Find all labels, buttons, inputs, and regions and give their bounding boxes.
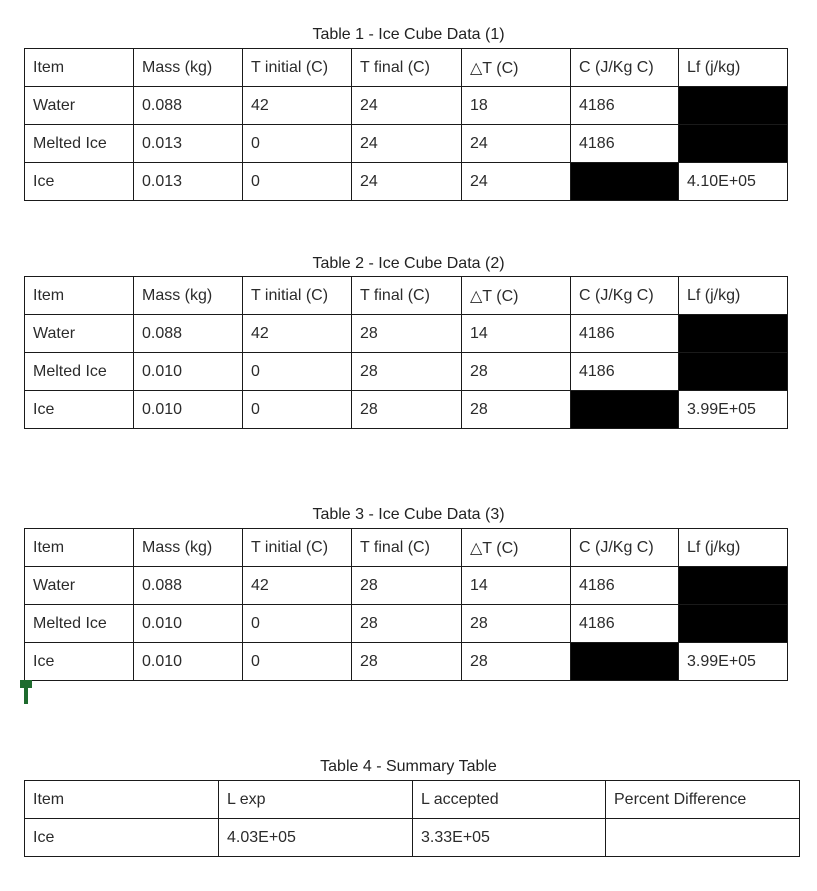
header-cell[interactable]: T initial (C) (243, 529, 352, 567)
table-cell[interactable]: 4186 (571, 567, 679, 605)
table-cell[interactable]: 14 (462, 315, 571, 353)
table-cell[interactable]: 0 (243, 605, 352, 643)
ice-cube-data-table-2 (24, 276, 788, 429)
table-header-row (25, 49, 788, 87)
table-cell[interactable]: 28 (352, 315, 462, 353)
table-cell[interactable]: 3.33E+05 (413, 819, 606, 857)
table-row (25, 819, 800, 857)
table-cell[interactable]: Ice (25, 391, 134, 429)
header-cell[interactable]: T final (C) (352, 529, 462, 567)
table-cell[interactable]: 4186 (571, 605, 679, 643)
table-cell[interactable]: 0 (243, 163, 352, 201)
table-cell[interactable]: 0.010 (134, 643, 243, 681)
table-cell[interactable]: 28 (352, 643, 462, 681)
ice-cube-data-table-3 (24, 528, 788, 681)
header-cell[interactable]: △T (C) (462, 49, 571, 87)
table-cell[interactable]: 4186 (571, 125, 679, 163)
header-cell[interactable]: Item (25, 529, 134, 567)
table-cell[interactable]: 24 (352, 87, 462, 125)
table-cell[interactable]: 0.013 (134, 125, 243, 163)
header-cell[interactable]: T final (C) (352, 49, 462, 87)
table-cell[interactable]: 3.99E+05 (679, 643, 788, 681)
table-cell[interactable]: 14 (462, 567, 571, 605)
blacked-out-cell[interactable] (679, 315, 788, 353)
table-cell[interactable]: 24 (352, 163, 462, 201)
header-cell[interactable]: L accepted (413, 781, 606, 819)
table-cell[interactable]: 18 (462, 87, 571, 125)
header-cell[interactable]: △T (C) (462, 277, 571, 315)
ice-cube-data-table-1 (24, 48, 788, 201)
blacked-out-cell[interactable] (679, 87, 788, 125)
table-cell[interactable]: 28 (352, 567, 462, 605)
header-cell[interactable]: Item (25, 781, 219, 819)
table-cell[interactable]: 0.088 (134, 87, 243, 125)
table-cell[interactable]: 42 (243, 315, 352, 353)
header-cell[interactable]: Lf (j/kg) (679, 49, 788, 87)
table-cell[interactable]: 0 (243, 391, 352, 429)
table-cell[interactable]: 24 (462, 125, 571, 163)
table-cell[interactable]: 0.010 (134, 353, 243, 391)
table-header-row (25, 781, 800, 819)
table-4-caption: Table 4 - Summary Table (320, 758, 497, 775)
table-3-caption: Table 3 - Ice Cube Data (3) (312, 506, 505, 523)
table-cell[interactable]: 28 (352, 605, 462, 643)
header-cell[interactable]: Item (25, 49, 134, 87)
table-cell[interactable]: 0.013 (134, 163, 243, 201)
table-cell[interactable]: 0 (243, 643, 352, 681)
table-cell[interactable]: Melted Ice (25, 605, 134, 643)
table-cell[interactable]: 4186 (571, 353, 679, 391)
table-cell[interactable]: 4.10E+05 (679, 163, 788, 201)
table-cell[interactable]: 28 (462, 605, 571, 643)
header-cell[interactable]: T initial (C) (243, 277, 352, 315)
table-cell[interactable]: 0.088 (134, 315, 243, 353)
table-row (25, 391, 788, 429)
table-cell[interactable]: Water (25, 567, 134, 605)
table-row (25, 163, 788, 201)
table-cell[interactable]: 28 (462, 643, 571, 681)
header-cell[interactable]: Lf (j/kg) (679, 529, 788, 567)
blacked-out-cell[interactable] (571, 643, 679, 681)
table-cell[interactable] (606, 819, 800, 857)
table-cell[interactable]: 28 (352, 391, 462, 429)
header-cell[interactable]: Mass (kg) (134, 49, 243, 87)
blacked-out-cell[interactable] (571, 391, 679, 429)
table-row (25, 315, 788, 353)
header-cell[interactable]: T final (C) (352, 277, 462, 315)
header-cell[interactable]: △T (C) (462, 529, 571, 567)
table-cell[interactable]: 42 (243, 567, 352, 605)
table-cell[interactable]: 0.010 (134, 391, 243, 429)
table-cell[interactable]: 24 (352, 125, 462, 163)
table-cell[interactable]: Water (25, 315, 134, 353)
table-cell[interactable]: 4.03E+05 (219, 819, 413, 857)
blacked-out-cell[interactable] (679, 567, 788, 605)
table-header-row (25, 277, 788, 315)
header-cell[interactable]: Mass (kg) (134, 529, 243, 567)
header-cell[interactable]: T initial (C) (243, 49, 352, 87)
blacked-out-cell[interactable] (571, 163, 679, 201)
header-cell[interactable]: Item (25, 277, 134, 315)
header-cell[interactable]: L exp (219, 781, 413, 819)
blacked-out-cell[interactable] (679, 125, 788, 163)
summary-table (24, 780, 800, 857)
table-cell[interactable]: 4186 (571, 315, 679, 353)
table-1-caption: Table 1 - Ice Cube Data (1) (312, 26, 505, 43)
table-cell[interactable]: Melted Ice (25, 125, 134, 163)
table-cell[interactable]: 28 (352, 353, 462, 391)
table-header-row (25, 529, 788, 567)
table-row (25, 605, 788, 643)
table-row (25, 643, 788, 681)
table-cell[interactable]: 0.088 (134, 567, 243, 605)
table-cell[interactable]: 24 (462, 163, 571, 201)
table-row (25, 353, 788, 391)
table-cell[interactable]: 0.010 (134, 605, 243, 643)
table-cell[interactable]: 28 (462, 391, 571, 429)
table-cell[interactable]: 28 (462, 353, 571, 391)
table-cell[interactable]: 0 (243, 125, 352, 163)
table-2-caption: Table 2 - Ice Cube Data (2) (312, 255, 505, 272)
table-resize-handle-icon[interactable] (20, 680, 32, 704)
table-cell[interactable]: Ice (25, 819, 219, 857)
table-row (25, 125, 788, 163)
header-cell[interactable]: C (J/Kg C) (571, 49, 679, 87)
table-cell[interactable]: Ice (25, 643, 134, 681)
table-cell[interactable]: 3.99E+05 (679, 391, 788, 429)
header-cell[interactable]: Mass (kg) (134, 277, 243, 315)
table-cell[interactable]: Water (25, 87, 134, 125)
table-cell[interactable]: Ice (25, 163, 134, 201)
header-cell[interactable]: Lf (j/kg) (679, 277, 788, 315)
header-cell[interactable]: Percent Difference (606, 781, 800, 819)
table-cell[interactable]: 4186 (571, 87, 679, 125)
table-cell[interactable]: 42 (243, 87, 352, 125)
blacked-out-cell[interactable] (679, 353, 788, 391)
header-cell[interactable]: C (J/Kg C) (571, 529, 679, 567)
header-cell[interactable]: C (J/Kg C) (571, 277, 679, 315)
table-row (25, 87, 788, 125)
table-row (25, 567, 788, 605)
table-cell[interactable]: 0 (243, 353, 352, 391)
table-cell[interactable]: Melted Ice (25, 353, 134, 391)
blacked-out-cell[interactable] (679, 605, 788, 643)
